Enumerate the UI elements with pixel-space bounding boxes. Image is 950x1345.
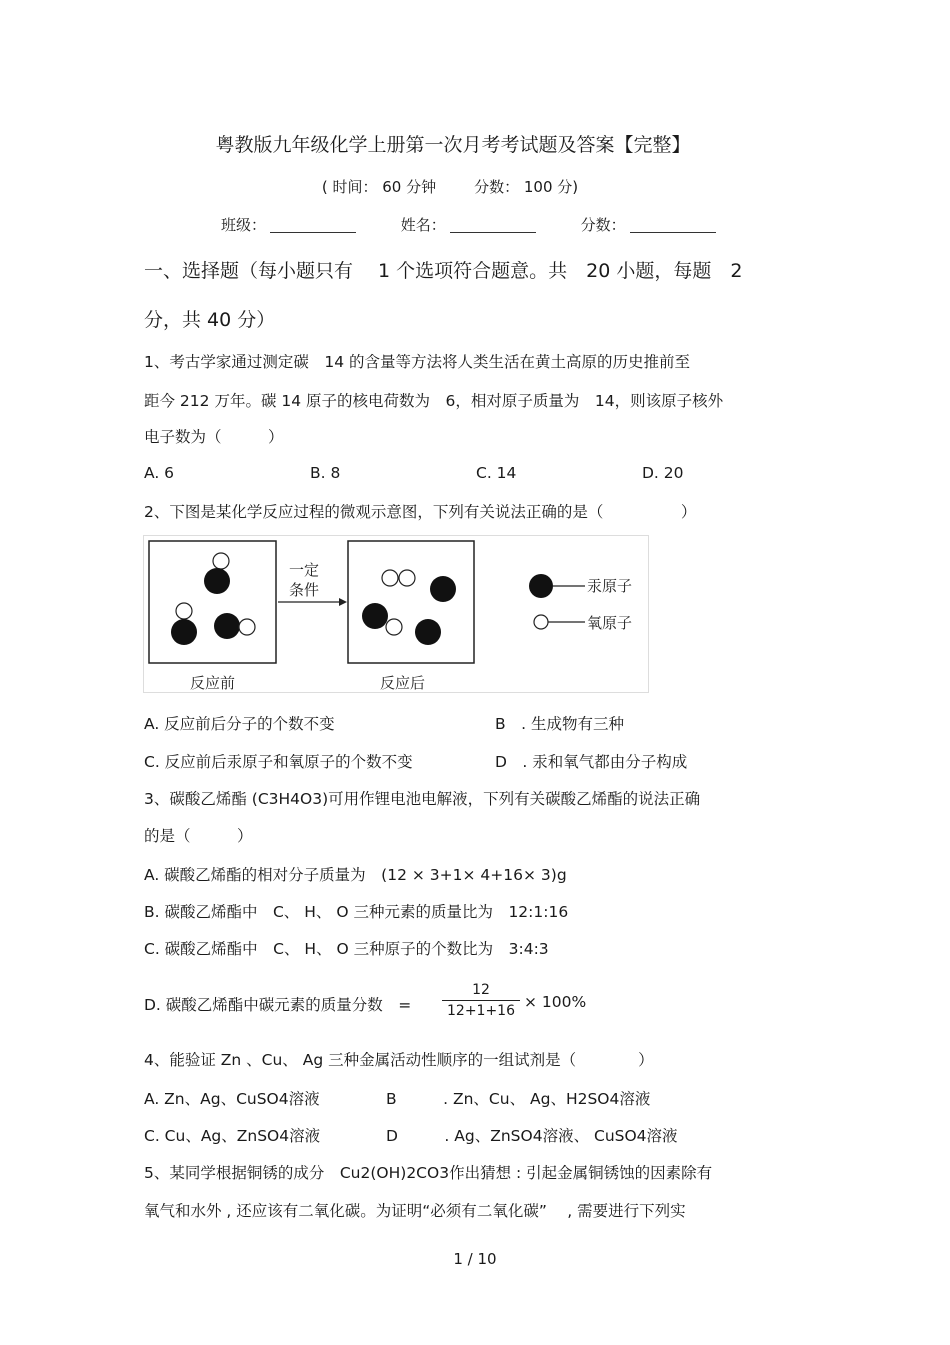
q4-stem: 4、能验证 Zn 、Cu、 Ag 三种金属活动性顺序的一组试剂是（ ） xyxy=(144,1051,654,1069)
q3-line2: 的是（ ） xyxy=(144,827,253,845)
q2-option-c[interactable]: C. 反应前后汞原子和氧原子的个数不变 xyxy=(144,753,413,771)
oxygen-atom xyxy=(213,553,229,569)
q5-line1: 5、某同学根据铜锈的成分 Cu2(OH)2CO3作出猜想 : 引起金属铜锈蚀的因素除有 xyxy=(144,1164,713,1182)
q4-option-c[interactable]: C. Cu、Ag、ZnSO4溶液 xyxy=(144,1127,321,1145)
oxygen-atom xyxy=(386,619,402,635)
mercury-atom xyxy=(204,568,230,594)
name-field[interactable]: 姓名： xyxy=(401,214,536,235)
q1-option-a[interactable]: A. 6 xyxy=(144,464,175,482)
exam-time: ( 时间： 60 分钟 xyxy=(321,178,437,196)
mercury-atom xyxy=(415,619,441,645)
before-caption: 反应前 xyxy=(190,674,236,692)
oxygen-atom xyxy=(399,570,415,586)
q2-stem: 2、下图是某化学反应过程的微观示意图，下列有关说法正确的是（ ） xyxy=(144,503,697,521)
mercury-atom xyxy=(362,603,388,629)
fraction-numerator: 12 xyxy=(442,982,520,1001)
q2-option-d[interactable]: D . 汞和氧气都由分子构成 xyxy=(495,753,688,771)
after-caption: 反应后 xyxy=(380,674,426,692)
q1-option-c[interactable]: C. 14 xyxy=(476,464,517,482)
q1-line1: 1、考古学家通过测定碳 14 的含量等方法将人类生活在黄土高原的历史推前至 xyxy=(144,353,691,371)
q3-option-c[interactable]: C. 碳酸乙烯酯中 C、 H、 O 三种原子的个数比为 3:4:3 xyxy=(144,940,549,958)
arrow-label-bottom: 条件 xyxy=(289,581,320,599)
legend-oxygen-label: 氧原子 xyxy=(587,614,633,632)
q4-option-b[interactable]: B . Zn、Cu、 Ag、H2SO4溶液 xyxy=(386,1090,651,1108)
reaction-diagram xyxy=(143,535,649,693)
q4-option-a[interactable]: A. Zn、Ag、CuSO4溶液 xyxy=(144,1090,320,1108)
q3-line1: 3、碳酸乙烯酯 (C3H4O3)可用作锂电池电解液，下列有关碳酸乙烯酯的说法正确 xyxy=(144,790,701,808)
exam-meta xyxy=(0,176,900,197)
mercury-atom xyxy=(430,576,456,602)
q1-line3: 电子数为（ ） xyxy=(144,428,284,446)
section-heading: 一、选择题（每小题只有 1 个选项符合题意。共 20 小题，每题 2 xyxy=(144,260,743,282)
class-field[interactable]: 班级： xyxy=(221,214,356,235)
q3-option-b[interactable]: B. 碳酸乙烯酯中 C、 H、 O 三种元素的质量比为 12:1:16 xyxy=(144,903,569,921)
fraction-denominator: 12+1+16 xyxy=(447,1003,515,1019)
arrow-label-top: 一定 xyxy=(289,561,320,579)
q5-line2: 氧气和水外 , 还应该有二氧化碳。为证明“必须有二氧化碳” , 需要进行下列实 xyxy=(144,1202,686,1220)
mass-fraction xyxy=(442,982,520,1019)
exam-score: 分数： 100 分) xyxy=(474,178,579,196)
q2-option-b[interactable]: B . 生成物有三种 xyxy=(495,715,624,733)
mercury-atom xyxy=(214,613,240,639)
legend-oxygen-icon xyxy=(534,615,548,629)
legend-mercury-icon xyxy=(529,574,553,598)
score-field[interactable]: 分数： xyxy=(581,214,716,235)
q3-option-d[interactable]: D. 碳酸乙烯酯中碳元素的质量分数 = xyxy=(144,996,412,1014)
page-title: 粤教版九年级化学上册第一次月考考试题及答案【完整】 xyxy=(215,134,691,156)
q3-option-d-suffix: × 100% xyxy=(524,993,587,1011)
section-heading-cont: 分，共 40 分） xyxy=(144,309,276,331)
page-number: 1 / 10 xyxy=(453,1250,497,1268)
q3-option-a[interactable]: A. 碳酸乙烯酯的相对分子质量为 (12 × 3+1× 4+16× 3)g xyxy=(144,866,567,884)
q1-option-d[interactable]: D. 20 xyxy=(642,464,684,482)
legend-mercury-label: 汞原子 xyxy=(587,577,633,595)
oxygen-atom xyxy=(239,619,255,635)
oxygen-atom xyxy=(382,570,398,586)
q1-line2: 距今 212 万年。碳 14 原子的核电荷数为 6，相对原子质量为 14，则该原子核外 xyxy=(144,392,724,410)
q2-option-a[interactable]: A. 反应前后分子的个数不变 xyxy=(144,715,335,733)
q4-option-d[interactable]: D . Ag、ZnSO4溶液、 CuSO4溶液 xyxy=(386,1127,678,1145)
oxygen-atom xyxy=(176,603,192,619)
mercury-atom xyxy=(171,619,197,645)
q1-option-b[interactable]: B. 8 xyxy=(310,464,341,482)
student-fields xyxy=(221,214,756,235)
